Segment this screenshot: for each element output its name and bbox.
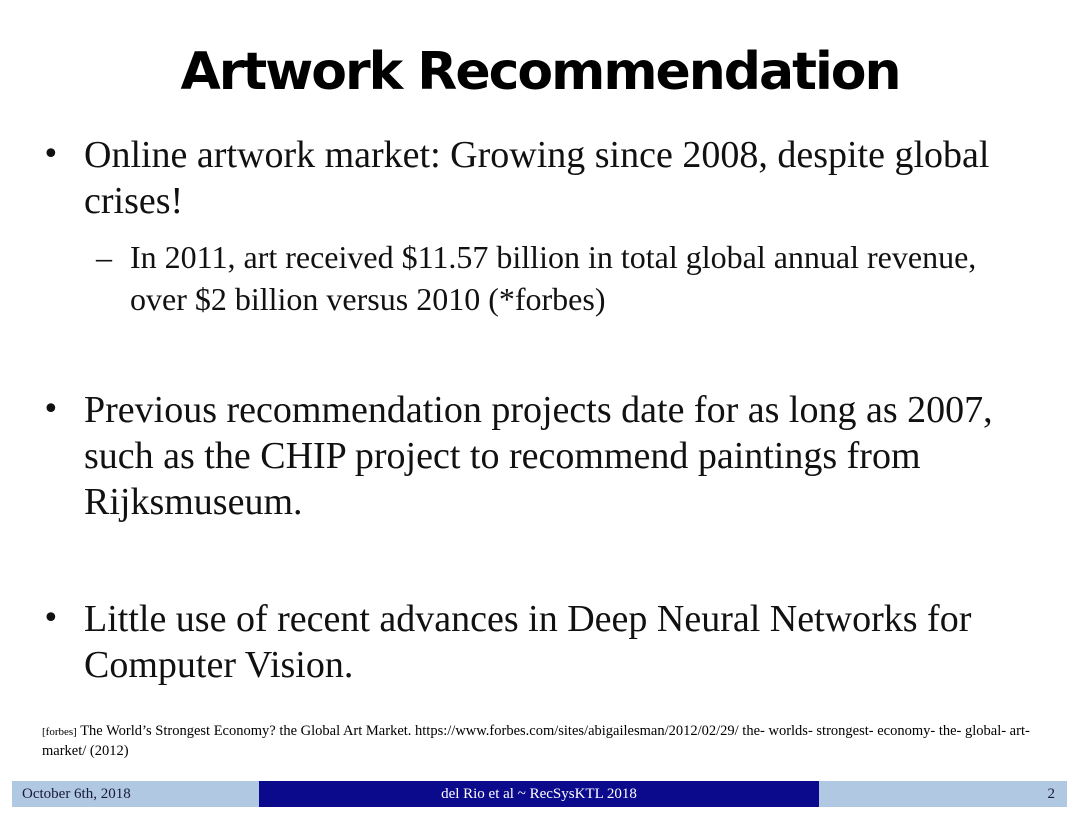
dash-icon: – xyxy=(96,239,112,275)
footnote-text: The World’s Strongest Economy? the Global Art Market. https://www.forbes.com/sites/abigailesman/2012/02/29/ the- worlds- strongest- economy- the- global- art- market/ (2012) xyxy=(42,723,1030,759)
bullet-item-1 xyxy=(42,132,1022,224)
sub-bullet-item-1 xyxy=(96,236,996,320)
bullet-icon: • xyxy=(42,601,60,636)
bullet-text-1: Online artwork market: Growing since 2008, despite global crises! xyxy=(84,134,990,222)
footer-page-number: 2 xyxy=(819,781,1067,807)
footnote xyxy=(42,722,1042,761)
bullet-item-3 xyxy=(42,596,1022,688)
slide-title: Artwork Recommendation xyxy=(180,42,900,102)
footer-bar xyxy=(12,781,1067,807)
bullet-icon: • xyxy=(42,392,60,427)
bullet-item-2 xyxy=(42,387,1022,525)
bullet-icon: • xyxy=(42,137,60,172)
footer-center-text: del Rio et al ~ RecSysKTL 2018 xyxy=(259,781,819,807)
footnote-tag: [forbes] xyxy=(42,726,77,738)
footer-date: October 6th, 2018 xyxy=(12,781,259,807)
bullet-text-3: Little use of recent advances in Deep Neural Networks for Computer Vision. xyxy=(84,598,972,686)
bullet-text-2: Previous recommendation projects date for as long as 2007, such as the CHIP project to recommend paintings from Rijksmuseum. xyxy=(84,389,993,523)
sub-bullet-text-1: In 2011, art received $11.57 billion in total global annual revenue, over $2 billion versus 2010 (*forbes) xyxy=(130,239,977,317)
